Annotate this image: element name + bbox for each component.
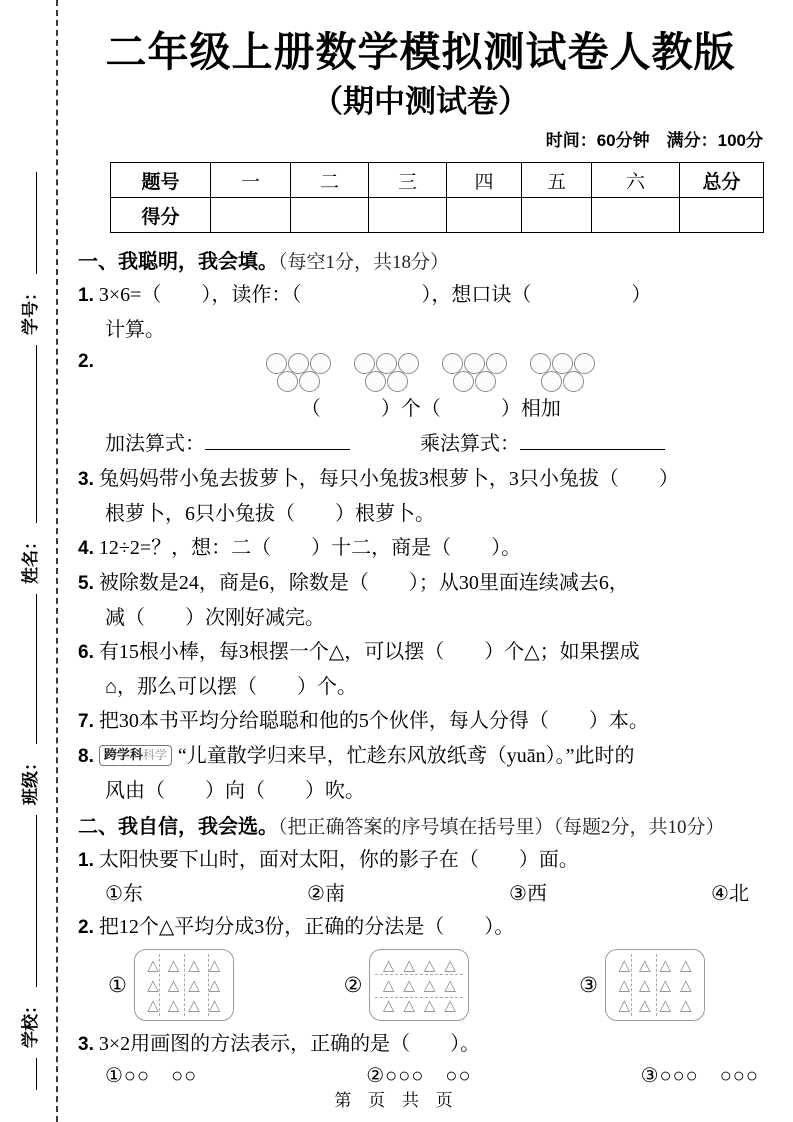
badge-light-text: 科学 xyxy=(142,748,167,762)
circle-row xyxy=(527,353,599,374)
circle-group xyxy=(527,353,599,392)
triangle-icon: △ xyxy=(188,995,200,1014)
class-blank-line xyxy=(19,594,37,744)
class-label: 班级： xyxy=(20,754,40,805)
dashed-divider xyxy=(375,974,463,975)
s1-q7-line1 xyxy=(78,704,763,739)
choice-option: ①○○ ○○ xyxy=(105,1065,198,1087)
triangle-icon: △ xyxy=(638,995,651,1014)
triangle-icon: △ xyxy=(208,955,221,974)
score-table-cell: 四 xyxy=(447,163,522,198)
circle-group xyxy=(263,353,335,392)
triangle-icon: △ xyxy=(167,995,180,1014)
name-blank-line xyxy=(19,345,37,523)
dashed-divider xyxy=(631,954,632,1016)
section1-heading-bold: 一、我聪明，我会填。 xyxy=(78,251,278,273)
circle-row xyxy=(439,371,511,392)
circle-row xyxy=(527,371,599,392)
triangle-icon: △ xyxy=(444,995,456,1014)
student-id-label: 学号： xyxy=(20,284,40,335)
circle-row xyxy=(439,353,511,374)
score-empty-cell xyxy=(211,198,291,233)
question-number: 1. xyxy=(78,850,94,871)
s2-q1-options xyxy=(78,878,763,910)
section1-heading xyxy=(78,247,763,278)
question-text: 有15根小棒，每3根摆一个△，可以摆（ ）个△；如果摆成 xyxy=(98,641,640,663)
option-label: ① xyxy=(108,972,127,997)
circle-shape xyxy=(453,371,474,392)
choice-option: ②○○○ ○○ xyxy=(366,1065,472,1087)
question-number: 6. xyxy=(78,642,94,663)
triangle-icon: △ xyxy=(423,955,436,974)
multiplication-label: 乘法算式： xyxy=(420,433,520,455)
choice-option: ④北 xyxy=(711,883,749,905)
multiplication-blank-line xyxy=(520,432,665,450)
circle-group xyxy=(351,353,423,392)
s2-q1-line1 xyxy=(78,843,763,878)
s1-q6-line2 xyxy=(78,670,763,704)
question-number: 2. xyxy=(78,917,94,938)
triangle-icon: △ xyxy=(444,975,456,994)
badge-bold-text: 跨学科 xyxy=(103,747,143,762)
s2q2-options xyxy=(78,947,763,1023)
s2-q2-line1 xyxy=(78,910,763,945)
score-empty-cell xyxy=(680,198,764,233)
score-table-cell: 六 xyxy=(592,163,680,198)
triangle-icon: △ xyxy=(423,975,436,994)
triangle-box xyxy=(605,949,705,1021)
score-empty-cell xyxy=(522,198,592,233)
question-text: 3×2用画图的方法表示，正确的是（ ）。 xyxy=(98,1033,481,1055)
addition-formula xyxy=(105,426,350,462)
triangle-icon: △ xyxy=(188,955,200,974)
s1-q5-line2 xyxy=(78,601,763,635)
triangle-icon: △ xyxy=(618,995,630,1014)
score-table-cell: 二 xyxy=(291,163,369,198)
triangle-icon: △ xyxy=(679,995,692,1014)
s1-q2-row xyxy=(78,351,763,426)
circle-shape xyxy=(299,371,320,392)
cross-subject-badge xyxy=(99,745,172,766)
school-blank-line xyxy=(19,815,37,987)
s1-q3-line1 xyxy=(78,462,763,497)
s1-q1-line1 xyxy=(78,278,763,313)
triangle-icon: △ xyxy=(659,995,671,1014)
circle-shape xyxy=(277,371,298,392)
school-label: 学校： xyxy=(20,997,40,1048)
score-table-header-row xyxy=(111,163,764,198)
dashed-divider xyxy=(159,954,160,1016)
option-label: ③ xyxy=(579,972,598,997)
section2-heading xyxy=(78,812,763,843)
s1-q5-line1 xyxy=(78,566,763,601)
circle-shape xyxy=(563,371,584,392)
question-text: 把12个△平均分成3份，正确的分法是（ ）。 xyxy=(98,916,515,938)
score-empty-cell xyxy=(291,198,369,233)
choice-option: ③西 xyxy=(509,883,547,905)
section2-heading-note: （把正确答案的序号填在括号里）（每题2分，共10分） xyxy=(278,817,725,838)
question-number: 3. xyxy=(78,1034,94,1055)
question-text: 计算。 xyxy=(105,319,165,341)
multiplication-formula xyxy=(420,426,665,462)
s1-q6-line1 xyxy=(78,635,763,670)
question-number: 3. xyxy=(78,469,94,490)
triangle-icon: △ xyxy=(403,975,415,994)
s1-q3-line2 xyxy=(78,497,763,531)
circle-row xyxy=(263,353,335,374)
page-footer: 第 页 共 页 xyxy=(334,1091,459,1110)
page-title: 二年级上册数学模拟测试卷人教版 xyxy=(105,29,736,75)
s1-q2 xyxy=(78,351,763,462)
question-text: 兔妈妈带小兔去拔萝卜，每只小兔拔3根萝卜，3只小兔拔（ ） xyxy=(98,468,679,490)
triangle-icon: △ xyxy=(208,975,221,994)
circle-groups-diagram xyxy=(99,353,763,392)
score-label-cell: 得分 xyxy=(111,198,211,233)
question-text: 把30本书平均分给聪聪和他的5个伙伴，每人分得（ ）本。 xyxy=(98,710,649,732)
score-empty-cell xyxy=(369,198,447,233)
triangle-icon: △ xyxy=(147,955,159,974)
question-number: 7. xyxy=(78,711,94,732)
triangle-icon: △ xyxy=(382,955,395,974)
triangle-icon: △ xyxy=(403,955,415,974)
binding-dashed-line xyxy=(56,0,58,1122)
choice-option: ①东 xyxy=(105,883,143,905)
choice-option: ③○○○ ○○○ xyxy=(640,1065,759,1087)
question-text: 根萝卜，6只小兔拔（ ）根萝卜。 xyxy=(105,503,435,525)
triangle-option xyxy=(108,949,234,1021)
main-content xyxy=(78,0,763,1090)
triangle-icon: △ xyxy=(679,955,692,974)
question-text: 3×6=（ ），读作：（ ），想口诀（ ） xyxy=(98,284,652,306)
circle-shape xyxy=(387,371,408,392)
dashed-divider xyxy=(375,997,463,998)
triangle-icon: △ xyxy=(403,995,415,1014)
triangle-icon: △ xyxy=(638,975,651,994)
score-table-cell: 五 xyxy=(522,163,592,198)
question-text: 12÷2=？，想：二（ ）十二，商是（ ）。 xyxy=(98,537,522,559)
question-number: 2. xyxy=(78,351,94,372)
score-table-cell: 一 xyxy=(211,163,291,198)
circle-row xyxy=(263,371,335,392)
question-text: 太阳快要下山时，面对太阳，你的影子在（ ）面。 xyxy=(98,849,579,871)
triangle-icon: △ xyxy=(638,955,651,974)
score-table-score-row xyxy=(111,198,764,233)
triangle-icon: △ xyxy=(423,995,436,1014)
addition-blank-line xyxy=(205,432,350,450)
question-text: “儿童散学归来早，忙趁东风放纸鸢（yuān）。”此时的 xyxy=(177,745,635,767)
s1-q8-line2 xyxy=(78,774,763,808)
circle-row xyxy=(351,353,423,374)
triangle-icon: △ xyxy=(167,955,180,974)
circle-shape xyxy=(475,371,496,392)
s2-q3-line1 xyxy=(78,1027,763,1062)
s1-q8-line1 xyxy=(78,739,763,774)
binding-margin xyxy=(0,0,56,1122)
triangle-icon: △ xyxy=(208,995,221,1014)
triangle-icon: △ xyxy=(618,955,630,974)
triangle-option xyxy=(344,949,470,1021)
question-text: 风由（ ）向（ ）吹。 xyxy=(105,780,365,802)
circle-shape xyxy=(365,371,386,392)
s1-q1-line2 xyxy=(78,313,763,347)
score-empty-cell xyxy=(592,198,680,233)
score-table-cell: 三 xyxy=(369,163,447,198)
s1-q2-caption: （ ）个（ ）相加 xyxy=(300,398,561,420)
triangle-icon: △ xyxy=(382,975,395,994)
triangle-icon: △ xyxy=(167,975,180,994)
triangle-icon: △ xyxy=(444,955,456,974)
triangle-icon: △ xyxy=(659,955,671,974)
section2-heading-bold: 二、我自信，我会选。 xyxy=(78,816,278,838)
triangle-icon: △ xyxy=(147,995,159,1014)
triangle-icon: △ xyxy=(188,975,200,994)
section1-heading-note: （每空1分，共18分） xyxy=(278,252,450,273)
exam-meta: 时间：60分钟 满分：100分 xyxy=(545,131,763,150)
option-label: ② xyxy=(343,972,363,997)
triangle-box xyxy=(369,949,469,1021)
score-empty-cell xyxy=(447,198,522,233)
circle-row xyxy=(351,371,423,392)
name-label: 姓名： xyxy=(20,533,40,584)
question-text: ⌂，那么可以摆（ ）个。 xyxy=(105,676,358,698)
triangle-icon: △ xyxy=(382,995,395,1014)
question-number: 1. xyxy=(78,285,94,306)
dashed-divider xyxy=(656,954,657,1016)
page-subtitle: （期中测试卷） xyxy=(312,84,529,119)
triangle-box xyxy=(134,949,234,1021)
score-table-cell: 总分 xyxy=(680,163,764,198)
circle-shape xyxy=(541,371,562,392)
triangle-option xyxy=(579,949,705,1021)
triangle-icon: △ xyxy=(618,975,630,994)
student-id-blank-line xyxy=(19,172,37,274)
question-text: 被除数是24，商是6，除数是（ ）；从30里面连续减去6， xyxy=(98,572,629,594)
dashed-divider xyxy=(208,954,209,1016)
triangle-icon: △ xyxy=(679,975,692,994)
s1-q2-body xyxy=(99,351,763,426)
s1-q2-formulas xyxy=(78,426,763,462)
addition-label: 加法算式： xyxy=(105,433,205,455)
triangle-icon: △ xyxy=(147,975,159,994)
score-table xyxy=(110,162,764,233)
triangle-icon: △ xyxy=(659,975,671,994)
question-number: 5. xyxy=(78,573,94,594)
question-number: 8. xyxy=(78,746,94,767)
s1-q4-line1 xyxy=(78,531,763,566)
score-table-cell: 题号 xyxy=(111,163,211,198)
question-number: 4. xyxy=(78,538,94,559)
question-text: 减（ ）次刚好减完。 xyxy=(105,607,325,629)
choice-option: ②南 xyxy=(307,883,345,905)
circle-group xyxy=(439,353,511,392)
dashed-divider xyxy=(184,954,185,1016)
